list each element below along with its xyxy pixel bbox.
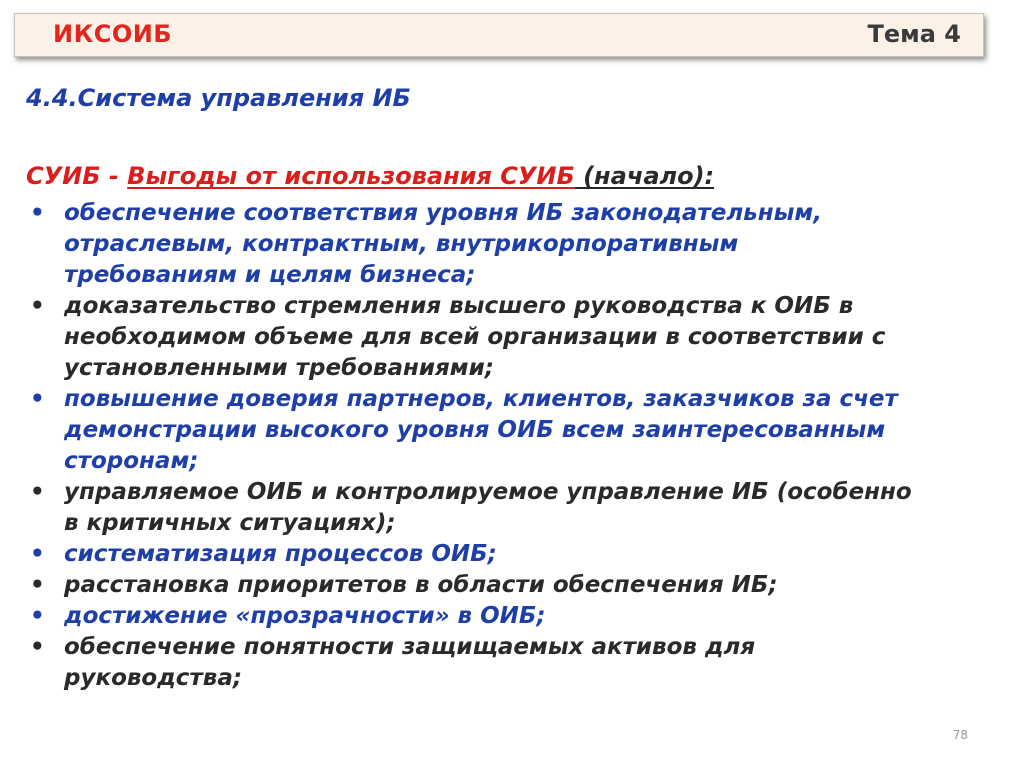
list-item-line: руководства; bbox=[64, 665, 243, 691]
list-item-line: отраслевым, контрактным, внутрикорпоративным bbox=[64, 231, 739, 257]
list-item-line: расстановка приоритетов в области обеспечения ИБ; bbox=[64, 572, 778, 598]
bullet-icon: • bbox=[30, 572, 45, 598]
list-item bbox=[26, 291, 986, 384]
list-item bbox=[26, 632, 986, 694]
list-item bbox=[26, 601, 986, 632]
bullet-icon: • bbox=[30, 634, 45, 660]
slide-subtitle bbox=[26, 162, 714, 190]
bullet-icon: • bbox=[30, 541, 45, 567]
slide-title: 4.4.Система управления ИБ bbox=[26, 84, 411, 112]
list-item bbox=[26, 570, 986, 601]
list-item-line: систематизация процессов ОИБ; bbox=[64, 541, 497, 567]
list-item-line: доказательство стремления высшего руководства к ОИБ в bbox=[64, 293, 854, 319]
list-item-line: повышение доверия партнеров, клиентов, заказчиков за счет bbox=[64, 386, 898, 412]
bullet-icon: • bbox=[30, 603, 45, 629]
list-item-line: сторонам; bbox=[64, 448, 199, 474]
list-item bbox=[26, 384, 986, 477]
list-item-line: достижение «прозрачности» в ОИБ; bbox=[64, 603, 546, 629]
benefits-list bbox=[26, 198, 986, 694]
bullet-icon: • bbox=[30, 293, 45, 319]
subtitle-prefix: СУИБ - bbox=[26, 162, 128, 190]
bullet-icon: • bbox=[30, 479, 45, 505]
header-course-label: ИКСОИБ bbox=[53, 20, 173, 48]
list-item-line: обеспечение соответствия уровня ИБ законодательным, bbox=[64, 200, 822, 226]
list-item-line: в критичных ситуациях); bbox=[64, 510, 396, 536]
subtitle-suffix: (начало): bbox=[574, 162, 715, 190]
list-item bbox=[26, 539, 986, 570]
list-item-line: необходимом объеме для всей организации в соответствии с bbox=[64, 324, 886, 350]
subtitle-underlined: Выгоды от использования СУИБ bbox=[127, 162, 575, 190]
bullet-icon: • bbox=[30, 200, 45, 226]
list-item bbox=[26, 477, 986, 539]
list-item-line: требованиям и целям бизнеса; bbox=[64, 262, 476, 288]
page-number: 78 bbox=[952, 728, 968, 742]
slide-header bbox=[14, 13, 984, 57]
list-item bbox=[26, 198, 986, 291]
list-item-line: обеспечение понятности защищаемых активов для bbox=[64, 634, 756, 660]
list-item-line: управляемое ОИБ и контролируемое управление ИБ (особенно bbox=[64, 479, 912, 505]
list-item-line: установленными требованиями; bbox=[64, 355, 494, 381]
header-topic-label: Тема 4 bbox=[867, 20, 961, 48]
list-item-line: демонстрации высокого уровня ОИБ всем заинтересованным bbox=[64, 417, 886, 443]
bullet-icon: • bbox=[30, 386, 45, 412]
